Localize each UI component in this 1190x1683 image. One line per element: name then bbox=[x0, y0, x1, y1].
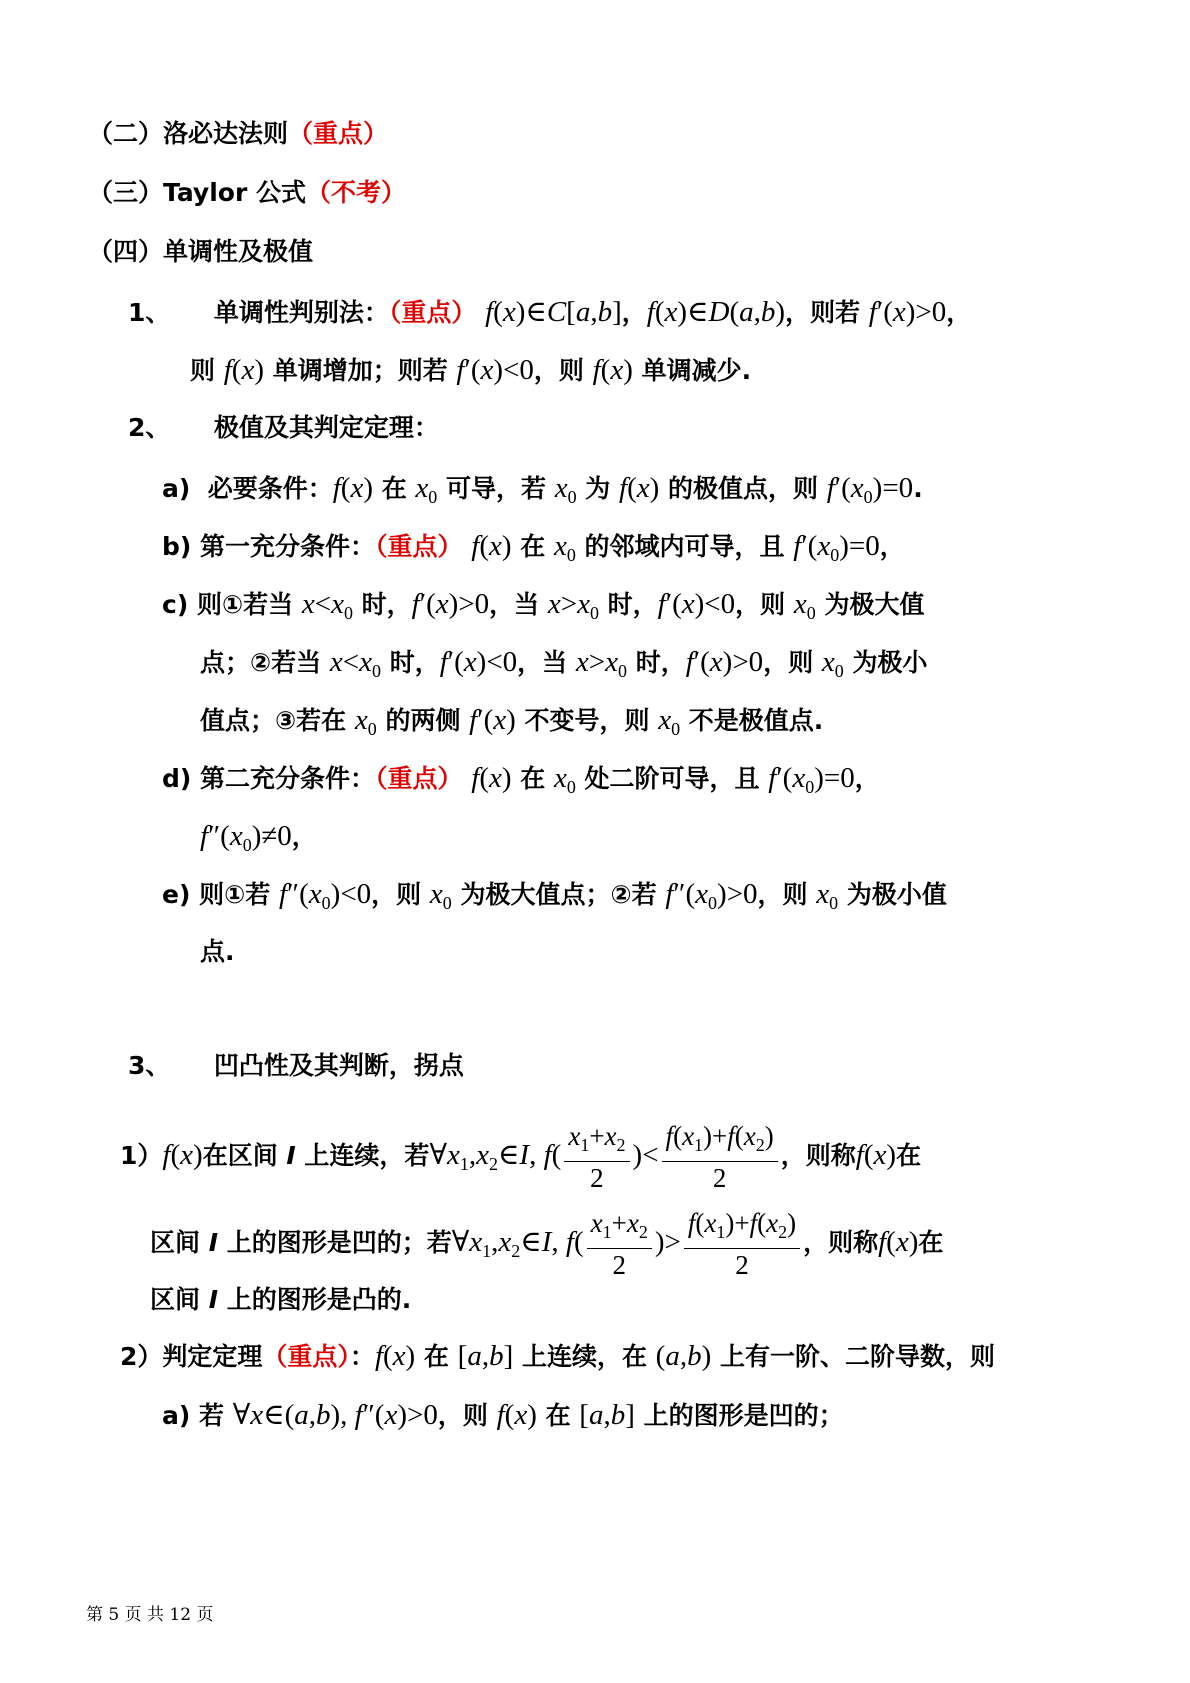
item-3-p1-line-3: 区间 I 上的图形是凸的. bbox=[150, 1285, 412, 1314]
item-3-title bbox=[128, 1046, 464, 1086]
section-heading-4: （四）单调性及极值 bbox=[88, 237, 314, 266]
item-2d-line-2: $f''(x_0)\ne 0$， bbox=[200, 820, 317, 855]
section-2-tag: （重点） bbox=[288, 119, 389, 148]
item-3-p1-line-2: 区间 I 上的图形是凹的；若$\forall x_1,x_2\in I$, f( $\frac{x_1+x_2}{2}$ )> $\frac{f(x_1)+f(x_2)}{2}$ ，则称f(x)在 bbox=[150, 1208, 944, 1280]
item-3-p2a: a) 若 ∀x∈(a,b), f″(x)>0，则 f(x) 在 [a,b] 上的图形是凹的； bbox=[162, 1399, 844, 1431]
item-2b: b) 第一充分条件：（重点） f(x) 在 $x_0$ 的邻域内可导，且 $f'(x_0)=0$， bbox=[162, 530, 905, 565]
item-1-line-1: 1、 单调性判别法：（重点） f(x)∈C[a,b]，f(x)∈D(a,b)，则若 f′(x)>0， bbox=[128, 296, 972, 328]
item-1-formula: f(x)∈C[a,b] bbox=[485, 296, 622, 328]
item-2-title-text: 极值及其判定定理： bbox=[213, 413, 439, 442]
item-2b-tag: （重点） bbox=[375, 532, 463, 561]
section-3-label: （三）Taylor 公式 bbox=[88, 178, 307, 207]
section-heading-3 bbox=[88, 173, 406, 213]
item-1-tag: （重点） bbox=[388, 298, 477, 327]
item-2d: d) 第二充分条件：（重点） f(x) 在 $x_0$ 处二阶可导，且 $f'(x_0)=0$， bbox=[162, 762, 880, 797]
item-2c-line-3: 值点；③若在 $x_0$ 的两侧 f′(x) 不变号，则 $x_0$ 不是极值点. bbox=[200, 704, 824, 739]
item-2a: a) 必要条件：f(x) 在 $x_0$ 可导，若 $x_0$ 为 f(x) 的极值点，则 $f'(x_0)=0$. bbox=[162, 472, 923, 507]
item-2d-lead: d) 第二充分条件： bbox=[162, 764, 376, 793]
page-footer: 第 5 页 共 12 页 bbox=[86, 1605, 214, 1625]
item-3-p1-line-1: 1）f(x)在区间 I 上连续，若$\forall x_1,x_2\in I$, f( $\frac{x_1+x_2}{2}$ )< $\frac{f(x_1)+f(x_2)}{2}$ ，则称f(x)在 bbox=[120, 1121, 922, 1193]
item-2e-line-1: e) 则①若 $f''(x_0)<0$，则 $x_0$ 为极大值点；②若 $f''(x_0)>0$，则 $x_0$ 为极小值 bbox=[162, 878, 947, 913]
item-3-p2-lead: 2）判定定理 bbox=[120, 1342, 263, 1371]
section-3-tag: （不考） bbox=[306, 178, 407, 207]
section-2-label: （二）洛必达法则 bbox=[88, 119, 289, 148]
item-3-number: 3、 bbox=[128, 1051, 171, 1080]
item-1-line-2: 则 f(x) 单调增加；则若 f′(x)<0，则 f(x) 单调减少. bbox=[190, 354, 752, 386]
item-2c-line-2: 点；②若当 $x<x_0$ 时，f′(x)<0，当 $x>x_0$ 时，f′(x)>0，则 $x_0$ 为极小 bbox=[200, 646, 928, 681]
item-2c-line-1: c) 则①若当 $x<x_0$ 时，f′(x)>0，当 $x>x_0$ 时，f′(x)<0，则 $x_0$ 为极大值 bbox=[162, 588, 925, 623]
item-3-title-text: 凹凸性及其判断，拐点 bbox=[213, 1051, 464, 1080]
item-2-number: 2、 bbox=[128, 413, 171, 442]
item-2e-line-2: 点. bbox=[200, 937, 235, 966]
item-1-lead: 单调性判别法： bbox=[213, 298, 389, 327]
item-1-number: 1、 bbox=[128, 298, 171, 327]
item-3-p2: 2）判定定理（重点）：f(x) 在 [a,b] 上连续，在 (a,b) 上有一阶、二阶导数，则 bbox=[120, 1340, 995, 1372]
item-2-title bbox=[128, 408, 439, 448]
item-2d-tag: （重点） bbox=[375, 764, 463, 793]
item-2b-lead: b) 第一充分条件： bbox=[162, 532, 376, 561]
section-heading-2 bbox=[88, 114, 388, 154]
item-3-p2-tag: （重点） bbox=[262, 1342, 350, 1371]
